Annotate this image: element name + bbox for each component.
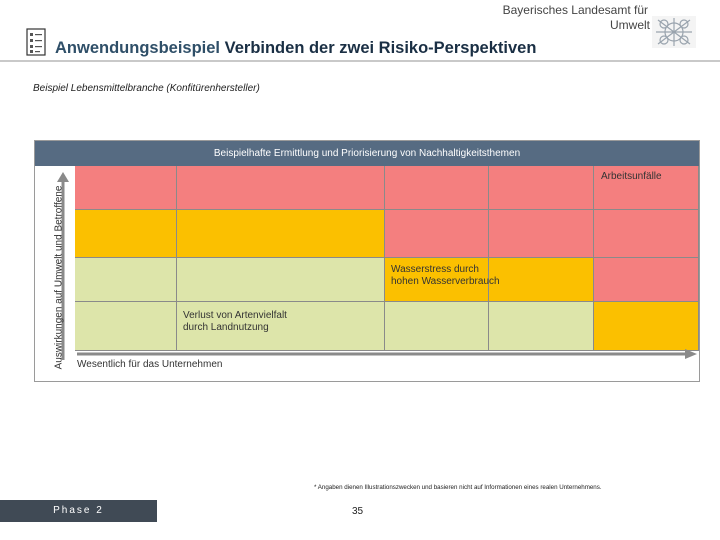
x-axis-label: Wesentlich für das Unternehmen — [77, 359, 223, 370]
organization-line-1: Bayerisches Landesamt für — [502, 3, 648, 17]
matrix-cell — [75, 210, 177, 258]
matrix-cell — [385, 302, 489, 351]
matrix-cell — [75, 166, 177, 210]
matrix-cell — [75, 258, 177, 302]
item-arbeitsunfaelle: Arbeitsunfälle — [601, 171, 662, 182]
example-subtitle: Beispiel Lebensmittelbranche (Konfitürenhersteller) — [33, 83, 260, 94]
x-axis-arrow-icon — [75, 349, 697, 359]
matrix-heading: Beispielhafte Ermittlung und Priorisierung von Nachhaltigkeitsthemen — [35, 141, 699, 166]
page-title — [55, 39, 536, 58]
document-checklist-icon — [26, 28, 46, 56]
matrix-cell — [177, 258, 385, 302]
bavarian-coat-of-arms-icon — [650, 14, 698, 50]
footnote: * Angaben dienen Illustrationszwecken und basieren nicht auf Informationen eines realen Unternehmens. — [314, 484, 602, 491]
matrix-cell — [177, 210, 385, 258]
matrix-grid — [75, 166, 699, 351]
matrix-cell — [75, 302, 177, 351]
matrix-cell — [385, 210, 489, 258]
matrix-cell — [385, 166, 489, 210]
page-title-rest: Verbinden der zwei Risiko-Perspektiven — [224, 39, 537, 57]
item-wasserstress: Wasserstress durch hohen Wasserverbrauch — [391, 264, 500, 287]
matrix-cell — [594, 210, 699, 258]
matrix-cell — [594, 302, 699, 351]
matrix-cell — [177, 166, 385, 210]
organization-name — [503, 3, 648, 33]
header-divider — [0, 60, 720, 62]
phase-label: Phase 2 — [0, 500, 157, 522]
matrix-cell — [489, 302, 594, 351]
item-artenvielfalt: Verlust von Artenvielfalt durch Landnutzung — [183, 310, 287, 333]
matrix-cell — [489, 258, 594, 302]
matrix-cell — [594, 258, 699, 302]
matrix-cell — [489, 166, 594, 210]
materiality-matrix — [34, 140, 700, 382]
y-axis-label: Auswirkungen auf Umwelt und Betroffene — [53, 185, 65, 370]
page-number: 35 — [352, 506, 364, 517]
matrix-cell — [489, 210, 594, 258]
page-title-highlight: Anwendungsbeispiel — [55, 39, 221, 57]
organization-line-2: Umwelt — [609, 18, 650, 32]
